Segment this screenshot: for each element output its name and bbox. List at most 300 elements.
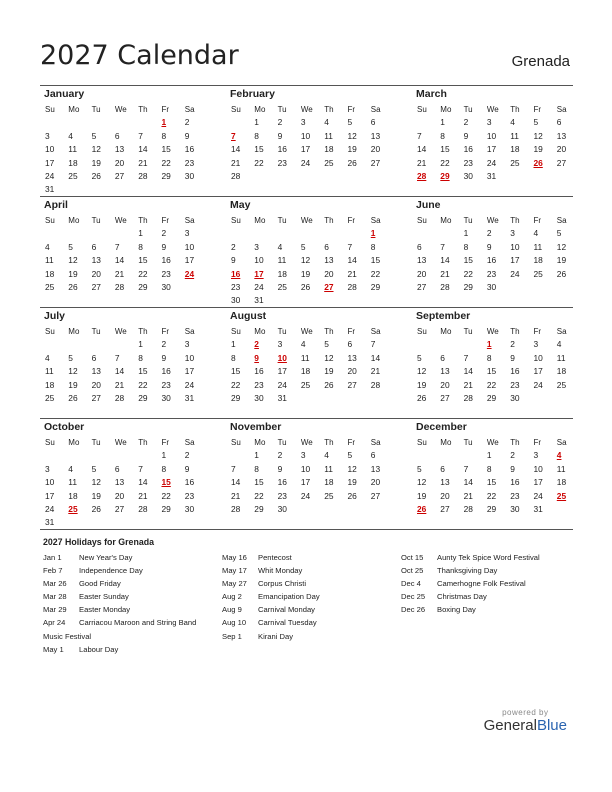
holiday-date: Aug 10 bbox=[222, 618, 247, 628]
weekday-label: Tu bbox=[91, 216, 101, 225]
empty-day bbox=[366, 392, 389, 405]
week-row bbox=[226, 157, 389, 170]
weekday-label: Mo bbox=[440, 438, 452, 447]
week-row bbox=[412, 254, 575, 267]
day: 1 bbox=[486, 450, 492, 461]
day: 14 bbox=[138, 477, 148, 488]
month-march bbox=[412, 86, 573, 196]
weekday-label: Su bbox=[45, 216, 55, 225]
weekday-label: We bbox=[300, 216, 313, 225]
weekday-label: We bbox=[300, 105, 313, 114]
day: 5 bbox=[417, 463, 422, 474]
day: 14 bbox=[370, 352, 381, 363]
day: 28 bbox=[370, 379, 381, 390]
empty-day bbox=[133, 449, 156, 462]
holiday-name: Music Festival bbox=[43, 631, 92, 641]
week-row bbox=[226, 392, 389, 405]
day: 4 bbox=[45, 241, 50, 252]
weekday-label: We bbox=[300, 327, 313, 336]
holiday-column bbox=[43, 551, 196, 656]
holiday-date: Jan 1 bbox=[43, 553, 62, 562]
day: 14 bbox=[231, 144, 241, 155]
weekday-header bbox=[412, 214, 575, 227]
week-row bbox=[40, 241, 203, 254]
holiday-column bbox=[401, 551, 540, 616]
day: 11 bbox=[45, 255, 54, 266]
day: 13 bbox=[370, 463, 381, 474]
day: 14 bbox=[463, 477, 473, 488]
day: 30 bbox=[184, 503, 195, 514]
empty-day bbox=[412, 227, 435, 240]
day: 5 bbox=[533, 117, 539, 128]
day: 4 bbox=[300, 339, 306, 350]
day: 28 bbox=[463, 503, 473, 514]
week-row bbox=[226, 268, 389, 281]
day: 23 bbox=[277, 490, 287, 501]
day: 20 bbox=[417, 268, 427, 279]
week-row bbox=[40, 476, 203, 489]
empty-day bbox=[459, 449, 482, 462]
day: 4 bbox=[324, 117, 329, 128]
day: 6 bbox=[114, 463, 120, 474]
day: 16 bbox=[161, 255, 171, 266]
day: 8 bbox=[138, 352, 143, 363]
day: 8 bbox=[486, 463, 492, 474]
day: 17 bbox=[184, 255, 195, 266]
day: 7 bbox=[138, 463, 143, 474]
holiday-date: Oct 15 bbox=[401, 553, 424, 562]
day: 19 bbox=[533, 144, 543, 155]
weekday-label: Sa bbox=[370, 327, 381, 336]
holiday-name: Whit Monday bbox=[258, 566, 303, 576]
day: 19 bbox=[68, 379, 78, 390]
holiday-date: Dec 4 bbox=[401, 579, 421, 589]
day: 10 bbox=[184, 352, 195, 363]
holiday-item bbox=[43, 643, 196, 656]
empty-day bbox=[528, 170, 551, 183]
week-row bbox=[412, 157, 575, 170]
day: 9 bbox=[184, 130, 190, 141]
empty-day bbox=[296, 227, 319, 240]
day: 23 bbox=[510, 490, 520, 501]
day: 19 bbox=[417, 379, 427, 390]
day: 22 bbox=[370, 268, 381, 279]
empty-day bbox=[87, 227, 110, 240]
day: 17 bbox=[486, 144, 497, 155]
month-name: October bbox=[44, 421, 85, 433]
day: 22 bbox=[138, 268, 148, 279]
holiday-item bbox=[401, 577, 540, 590]
week-row bbox=[40, 116, 203, 129]
weekday-label: Mo bbox=[254, 216, 266, 225]
day: 6 bbox=[417, 241, 422, 252]
day: 30 bbox=[486, 281, 497, 292]
empty-day bbox=[342, 294, 365, 307]
holiday-item bbox=[43, 603, 196, 616]
empty-day bbox=[435, 227, 458, 240]
week-row bbox=[226, 170, 389, 183]
empty-day bbox=[342, 503, 365, 516]
day: 2 bbox=[161, 228, 167, 239]
month-july bbox=[40, 308, 226, 418]
month-table bbox=[40, 103, 203, 197]
day: 27 bbox=[440, 503, 450, 514]
day: 12 bbox=[68, 255, 78, 266]
day: 13 bbox=[324, 255, 334, 266]
empty-day bbox=[366, 503, 389, 516]
empty-day bbox=[156, 516, 179, 529]
week-row bbox=[412, 227, 575, 240]
month-table bbox=[412, 436, 575, 516]
weekday-label: We bbox=[114, 327, 127, 336]
day: 25 bbox=[45, 392, 55, 403]
day: 25 bbox=[300, 379, 311, 390]
holiday-name: Aunty Tek Spice Word Festival bbox=[437, 553, 540, 562]
weekday-label: Fr bbox=[347, 327, 356, 336]
week-row bbox=[40, 503, 203, 516]
day: 9 bbox=[231, 255, 236, 266]
day: 17 bbox=[533, 366, 543, 377]
holiday-item bbox=[222, 603, 320, 616]
day: 25 bbox=[324, 490, 334, 501]
weekday-label: Su bbox=[45, 327, 55, 336]
holiday-item bbox=[401, 590, 540, 603]
day: 4 bbox=[277, 241, 283, 252]
day: 5 bbox=[347, 117, 353, 128]
month-table bbox=[40, 214, 203, 294]
day: 5 bbox=[300, 241, 306, 252]
empty-day bbox=[87, 516, 110, 529]
empty-day bbox=[296, 503, 319, 516]
powered-by-label: powered by bbox=[502, 708, 549, 717]
day: 7 bbox=[231, 463, 236, 474]
day: 30 bbox=[161, 281, 171, 292]
holiday-name: Christmas Day bbox=[437, 592, 487, 602]
holiday-day: 7 bbox=[231, 130, 236, 141]
week-row bbox=[40, 490, 203, 503]
day: 26 bbox=[556, 268, 567, 279]
day: 10 bbox=[533, 463, 543, 474]
weekday-header bbox=[226, 436, 389, 449]
day: 17 bbox=[45, 490, 55, 501]
weekday-label: Th bbox=[324, 438, 334, 447]
holiday-item bbox=[401, 603, 540, 616]
day: 24 bbox=[486, 157, 497, 168]
empty-day bbox=[133, 516, 156, 529]
week-row bbox=[226, 227, 389, 240]
holiday-name: New Year's Day bbox=[79, 553, 133, 562]
day: 11 bbox=[533, 241, 543, 252]
holiday-day: 1 bbox=[161, 117, 167, 128]
weekday-header bbox=[40, 436, 203, 449]
month-table bbox=[226, 436, 389, 516]
weekday-label: Tu bbox=[91, 105, 101, 114]
day: 6 bbox=[440, 352, 445, 363]
day: 26 bbox=[324, 379, 334, 390]
day: 15 bbox=[440, 144, 450, 155]
weekday-header bbox=[226, 214, 389, 227]
day: 20 bbox=[91, 268, 101, 279]
day: 9 bbox=[510, 463, 515, 474]
holiday-name: Easter Monday bbox=[79, 605, 131, 615]
day: 21 bbox=[138, 157, 148, 168]
holiday-day: 29 bbox=[440, 170, 450, 181]
day: 1 bbox=[138, 339, 143, 350]
holiday-day: 10 bbox=[277, 352, 287, 363]
empty-day bbox=[87, 449, 110, 462]
holiday-item bbox=[43, 577, 196, 590]
weekday-label: Mo bbox=[254, 438, 266, 447]
holiday-date: Apr 24 bbox=[43, 618, 66, 628]
holiday-item bbox=[43, 590, 196, 603]
day: 11 bbox=[300, 352, 310, 363]
week-row bbox=[40, 352, 203, 365]
empty-day bbox=[342, 227, 365, 240]
day: 10 bbox=[300, 463, 311, 474]
weekday-label: Mo bbox=[440, 216, 452, 225]
day: 17 bbox=[184, 366, 195, 377]
weekday-label: Fr bbox=[533, 105, 542, 114]
empty-day bbox=[412, 116, 435, 129]
day: 7 bbox=[370, 339, 376, 350]
calendar-row bbox=[40, 196, 573, 307]
month-name: April bbox=[44, 199, 68, 211]
empty-day bbox=[226, 449, 249, 462]
weekday-label: Su bbox=[45, 105, 55, 114]
empty-day bbox=[63, 338, 86, 351]
page-title: 2027 Calendar bbox=[40, 40, 239, 71]
empty-day bbox=[412, 338, 435, 351]
day: 3 bbox=[254, 241, 259, 252]
day: 10 bbox=[254, 255, 264, 266]
day: 15 bbox=[486, 366, 497, 377]
day: 21 bbox=[417, 157, 427, 168]
weekday-label: Th bbox=[324, 105, 334, 114]
month-name: May bbox=[230, 199, 251, 211]
day: 9 bbox=[277, 463, 283, 474]
day: 29 bbox=[486, 503, 497, 514]
weekday-header bbox=[412, 103, 575, 116]
day: 22 bbox=[161, 490, 171, 501]
day: 23 bbox=[510, 379, 520, 390]
empty-day bbox=[319, 294, 342, 307]
holiday-date: May 1 bbox=[43, 644, 64, 654]
day: 10 bbox=[510, 241, 520, 252]
day: 27 bbox=[91, 281, 101, 292]
day: 15 bbox=[486, 477, 497, 488]
holiday-day: 4 bbox=[556, 450, 562, 461]
day: 27 bbox=[91, 392, 101, 403]
day: 1 bbox=[161, 450, 167, 461]
week-row bbox=[40, 516, 203, 529]
weekday-label: Th bbox=[138, 438, 148, 447]
day: 30 bbox=[184, 170, 195, 181]
day: 24 bbox=[254, 281, 264, 292]
day: 18 bbox=[45, 379, 55, 390]
day: 8 bbox=[254, 463, 259, 474]
week-row bbox=[40, 463, 203, 476]
day: 30 bbox=[510, 503, 520, 514]
week-row bbox=[226, 338, 389, 351]
day: 2 bbox=[161, 339, 167, 350]
day: 23 bbox=[184, 490, 195, 501]
day: 30 bbox=[254, 392, 264, 403]
month-table bbox=[412, 103, 575, 183]
day: 14 bbox=[463, 366, 473, 377]
day: 2 bbox=[277, 450, 283, 461]
day: 3 bbox=[184, 339, 190, 350]
empty-day bbox=[110, 338, 133, 351]
holiday-name: Pentecost bbox=[258, 553, 292, 562]
holiday-name: Easter Sunday bbox=[79, 592, 129, 602]
day: 20 bbox=[114, 157, 125, 168]
month-table bbox=[412, 214, 575, 294]
empty-day bbox=[110, 116, 133, 129]
month-table bbox=[40, 325, 203, 405]
day: 18 bbox=[324, 477, 334, 488]
weekday-label: Sa bbox=[370, 438, 381, 447]
weekday-label: Sa bbox=[556, 438, 567, 447]
empty-day bbox=[505, 281, 528, 294]
holiday-day: 26 bbox=[533, 157, 543, 168]
empty-day bbox=[226, 227, 249, 240]
day: 22 bbox=[161, 157, 171, 168]
weekday-label: Th bbox=[510, 327, 520, 336]
day: 7 bbox=[463, 352, 469, 363]
day: 15 bbox=[463, 255, 473, 266]
month-table bbox=[226, 214, 389, 308]
day: 21 bbox=[463, 490, 473, 501]
weekday-label: Mo bbox=[68, 438, 80, 447]
weekday-label: Tu bbox=[91, 327, 101, 336]
month-name: August bbox=[230, 310, 267, 322]
day: 6 bbox=[114, 130, 120, 141]
day: 9 bbox=[161, 241, 167, 252]
holiday-column bbox=[222, 551, 320, 643]
weekday-label: We bbox=[486, 216, 499, 225]
empty-day bbox=[528, 281, 551, 294]
day: 3 bbox=[277, 339, 283, 350]
week-row bbox=[412, 365, 575, 378]
empty-day bbox=[435, 338, 458, 351]
holiday-date: Oct 25 bbox=[401, 566, 424, 576]
day: 1 bbox=[254, 450, 259, 461]
week-row bbox=[40, 143, 203, 156]
day: 16 bbox=[463, 144, 473, 155]
day: 24 bbox=[184, 379, 195, 390]
day: 11 bbox=[68, 144, 77, 155]
day: 8 bbox=[463, 241, 469, 252]
month-april bbox=[40, 197, 226, 307]
day: 12 bbox=[300, 255, 311, 266]
empty-day bbox=[133, 116, 156, 129]
day: 1 bbox=[138, 228, 143, 239]
day: 1 bbox=[463, 228, 469, 239]
empty-day bbox=[342, 170, 365, 183]
day: 27 bbox=[114, 170, 125, 181]
empty-day bbox=[249, 170, 272, 183]
day: 5 bbox=[68, 352, 73, 363]
month-name: February bbox=[230, 88, 275, 100]
empty-day bbox=[40, 227, 63, 240]
day: 31 bbox=[486, 170, 497, 181]
brand-general: General bbox=[483, 717, 537, 734]
month-september bbox=[412, 308, 573, 418]
empty-day bbox=[180, 516, 203, 529]
holiday-date: Mar 26 bbox=[43, 579, 67, 589]
day: 31 bbox=[184, 392, 195, 403]
weekday-label: Mo bbox=[254, 327, 266, 336]
day: 28 bbox=[114, 392, 125, 403]
empty-day bbox=[342, 392, 365, 405]
week-row bbox=[412, 170, 575, 183]
day: 15 bbox=[254, 144, 264, 155]
day: 18 bbox=[277, 268, 287, 279]
day: 8 bbox=[486, 352, 492, 363]
empty-day bbox=[505, 170, 528, 183]
country-name: Grenada bbox=[511, 53, 570, 70]
day: 2 bbox=[277, 117, 283, 128]
day: 4 bbox=[68, 463, 73, 474]
day: 17 bbox=[533, 477, 543, 488]
empty-day bbox=[133, 183, 156, 196]
day: 25 bbox=[510, 157, 520, 168]
holiday-item bbox=[43, 616, 196, 629]
holiday-item bbox=[43, 551, 196, 564]
weekday-header bbox=[226, 103, 389, 116]
day: 11 bbox=[556, 352, 566, 363]
day: 8 bbox=[254, 130, 259, 141]
holiday-date: May 27 bbox=[222, 579, 247, 589]
day: 24 bbox=[300, 157, 311, 168]
empty-day bbox=[63, 227, 86, 240]
day: 12 bbox=[91, 477, 101, 488]
weekday-label: Su bbox=[231, 438, 241, 447]
day: 16 bbox=[254, 366, 264, 377]
week-row bbox=[412, 463, 575, 476]
day: 20 bbox=[114, 490, 125, 501]
day: 8 bbox=[138, 241, 143, 252]
weekday-label: We bbox=[114, 438, 127, 447]
weekday-label: We bbox=[486, 105, 499, 114]
day: 12 bbox=[417, 366, 427, 377]
day: 17 bbox=[510, 255, 520, 266]
weekday-label: Fr bbox=[161, 105, 170, 114]
day: 5 bbox=[417, 352, 422, 363]
month-table bbox=[40, 436, 203, 530]
weekday-label: Mo bbox=[68, 216, 80, 225]
week-row bbox=[40, 281, 203, 294]
holiday-date: Mar 28 bbox=[43, 592, 67, 602]
day: 7 bbox=[417, 130, 422, 141]
day: 18 bbox=[533, 255, 543, 266]
day: 10 bbox=[486, 130, 497, 141]
day: 25 bbox=[45, 281, 55, 292]
month-name: March bbox=[416, 88, 447, 100]
empty-day bbox=[180, 281, 203, 294]
weekday-label: Th bbox=[138, 216, 148, 225]
day: 9 bbox=[161, 352, 167, 363]
day: 14 bbox=[440, 255, 450, 266]
empty-day bbox=[180, 183, 203, 196]
month-november bbox=[226, 419, 412, 529]
day: 30 bbox=[231, 295, 241, 306]
week-row bbox=[412, 449, 575, 462]
week-row bbox=[40, 227, 203, 240]
empty-day bbox=[296, 392, 319, 405]
week-row bbox=[226, 254, 389, 267]
week-row bbox=[226, 463, 389, 476]
